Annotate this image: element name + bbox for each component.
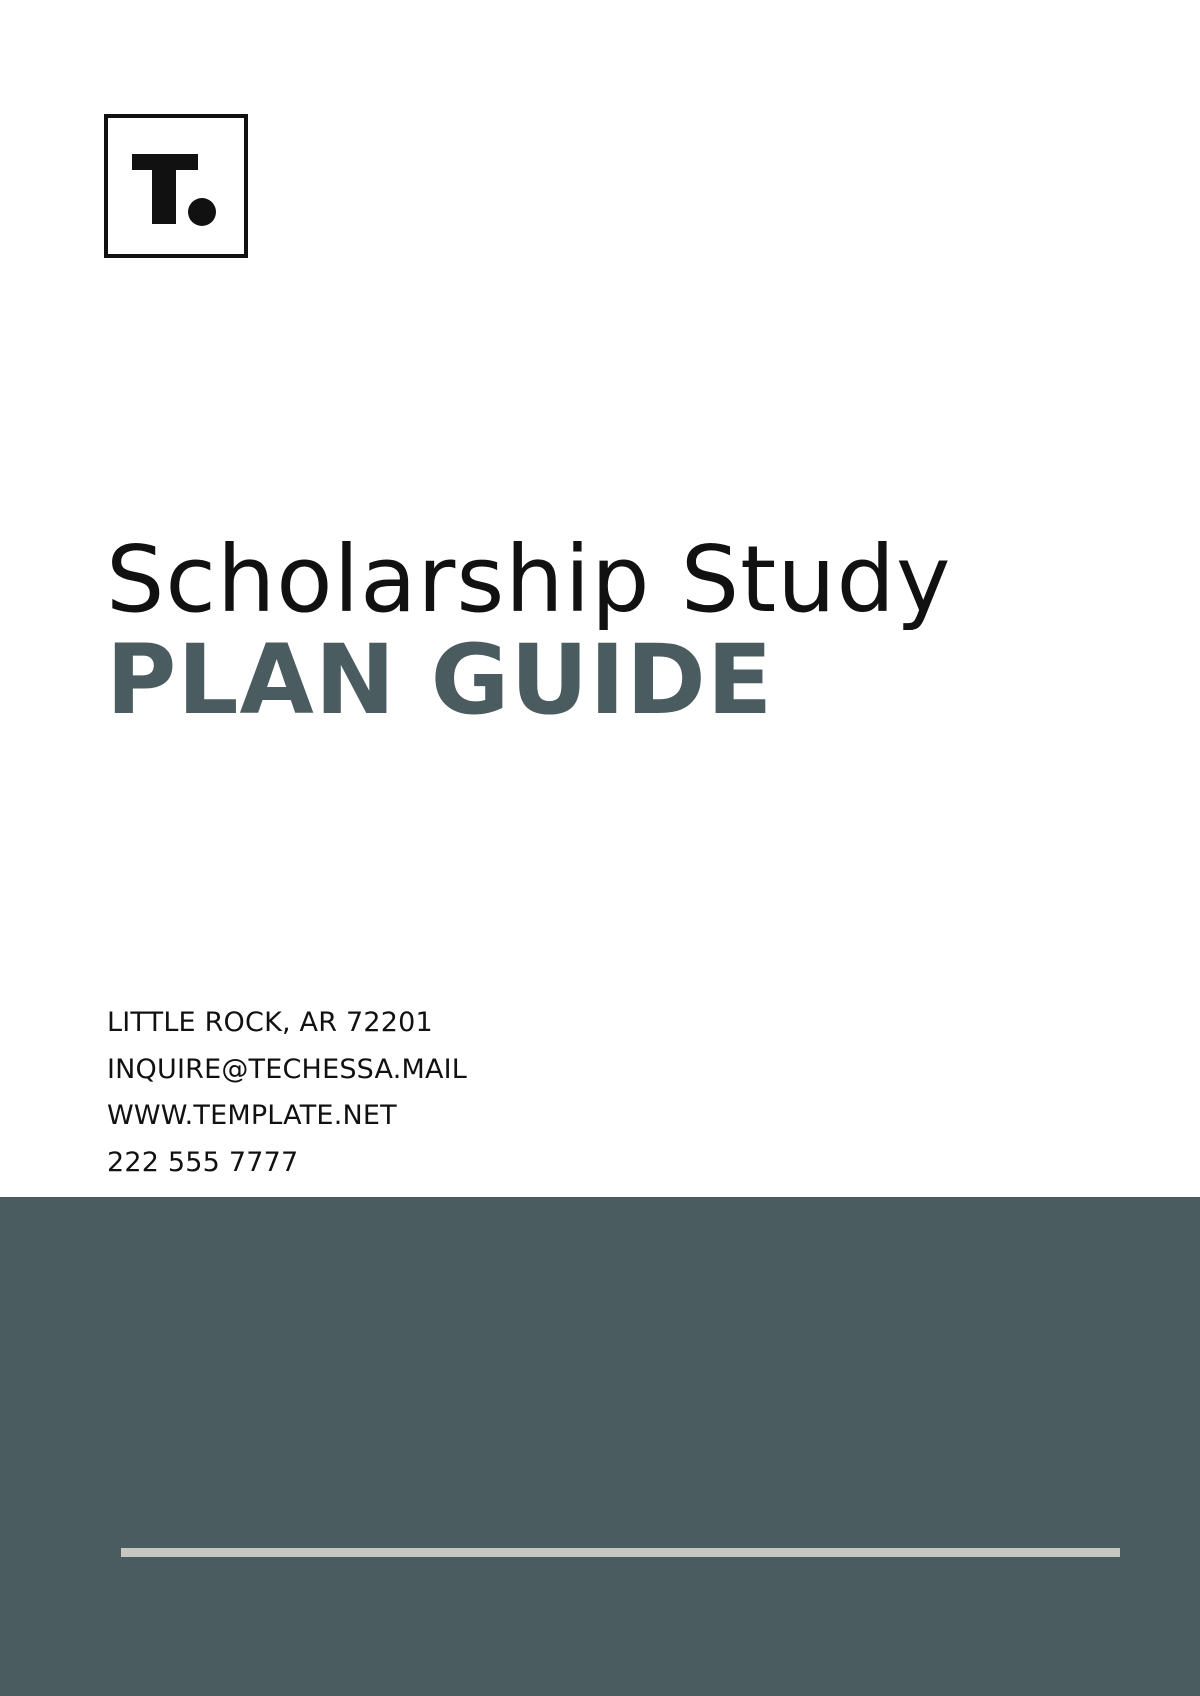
contact-website: WWW.TEMPLATE.NET bbox=[107, 1100, 397, 1131]
title-line-2: PLAN GUIDE bbox=[106, 624, 774, 736]
title-line-1: Scholarship Study bbox=[106, 526, 952, 633]
contact-email: INQUIRE@TECHESSA.MAIL bbox=[107, 1053, 468, 1085]
footer-band bbox=[0, 1197, 1200, 1696]
t-dot-logo-icon bbox=[132, 154, 222, 230]
contact-address: LITTLE ROCK, AR 72201 bbox=[107, 1007, 433, 1038]
contact-phone: 222 555 7777 bbox=[107, 1146, 299, 1178]
company-logo bbox=[104, 114, 248, 258]
document-title bbox=[106, 526, 1106, 736]
contact-info bbox=[107, 1000, 467, 1186]
footer-divider bbox=[121, 1548, 1120, 1557]
